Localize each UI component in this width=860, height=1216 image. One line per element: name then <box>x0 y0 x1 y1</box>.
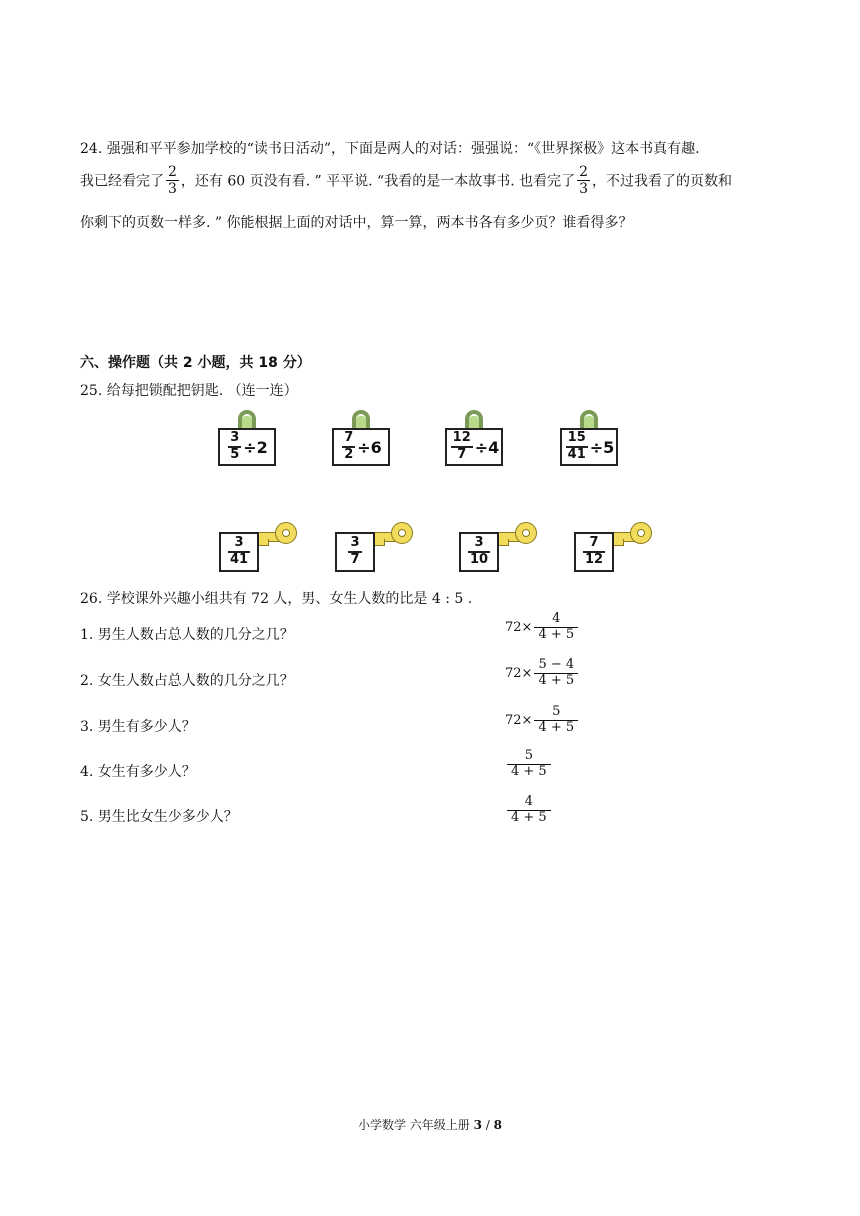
lock-expression: $\frac{12}{7}$ ÷4 <box>445 428 503 466</box>
q24-fraction-1: $\frac{2}{3}$ <box>168 164 177 198</box>
q24-line2 <box>80 164 732 197</box>
q26-item-2: 2. 女生人数占总人数的几分之几？ <box>80 673 294 689</box>
q26-item-1: 1. 男生人数占总人数的几分之几？ <box>80 627 294 643</box>
key-3[interactable] <box>459 520 537 576</box>
q24-text-3: 你剩下的页数一样多. ” 你能根据上面的对话中，算一算，两本书各有多少页？谁看得多？ <box>80 215 633 231</box>
key-value: $\frac{3}{10}$ <box>459 532 499 572</box>
key-value: $\frac{7}{12}$ <box>574 532 614 572</box>
q24-text-2c: ，不过我看了的页数和 <box>592 173 733 190</box>
key-hole-icon <box>398 529 406 537</box>
page-number: 3 <box>473 1118 482 1132</box>
q24-line1 <box>80 138 700 158</box>
key-hole-icon <box>522 529 530 537</box>
key-value: $\frac{3}{41}$ <box>219 532 259 572</box>
key-value: $\frac{3}{7}$ <box>335 532 375 572</box>
key-hole-icon <box>282 529 290 537</box>
q26-expr-5[interactable]: $\frac{4}{4 + 5}$ <box>505 795 553 826</box>
page-total: 8 <box>493 1118 503 1132</box>
q24-text-2b: ，还有 60 页没有看. ” 平平说. “我看的是一本故事书. 也看完了 <box>180 173 576 190</box>
q26-item-5: 5. 男生比女生少多少人？ <box>80 809 238 825</box>
lock-expression: $\frac{7}{2}$ ÷6 <box>332 428 390 466</box>
q26-expr-4[interactable]: $\frac{5}{4 + 5}$ <box>505 749 553 780</box>
q26-text: 26. 学校课外兴趣小组共有 72 人，男、女生人数的比是 4 : 5 . <box>80 591 473 607</box>
lock-2[interactable] <box>332 410 394 470</box>
lock-expression: $\frac{3}{5}$ ÷2 <box>218 428 276 466</box>
q26-item-3: 3. 男生有多少人？ <box>80 719 196 735</box>
q24-line3 <box>80 212 633 232</box>
lock-expression: $\frac{15}{41}$ ÷5 <box>560 428 618 466</box>
lock-3[interactable] <box>445 410 507 470</box>
q24-text-1: 24. 强强和平平参加学校的“读书日活动”，下面是两人的对话：强强说：“《世界探极》这本书真有趣. <box>80 141 700 157</box>
q26-expr-2[interactable]: 72× $\frac{5 - 4}{4 + 5}$ <box>505 658 580 689</box>
q26-expr-3[interactable]: 72× $\frac{5}{4 + 5}$ <box>505 705 580 736</box>
lock-1[interactable] <box>218 410 280 470</box>
page-footer: 小学数学 六年级上册 3 / 8 <box>357 1118 503 1132</box>
q24-fraction-2: $\frac{2}{3}$ <box>579 164 589 198</box>
q26-expr-1[interactable]: 72× $\frac{4}{4 + 5}$ <box>505 612 580 643</box>
q26-item-4: 4. 女生有多少人？ <box>80 764 196 780</box>
key-hole-icon <box>637 529 645 537</box>
key-4[interactable] <box>574 520 652 576</box>
key-1[interactable] <box>219 520 297 576</box>
section6-title: 六、操作题（共 2 小题，共 18 分） <box>80 355 311 371</box>
q24-text-2a: 我已经看完了 <box>80 173 164 190</box>
lock-4[interactable] <box>560 410 622 470</box>
q25-text: 25. 给每把锁配把钥匙. （连一连） <box>80 383 298 399</box>
key-2[interactable] <box>335 520 413 576</box>
